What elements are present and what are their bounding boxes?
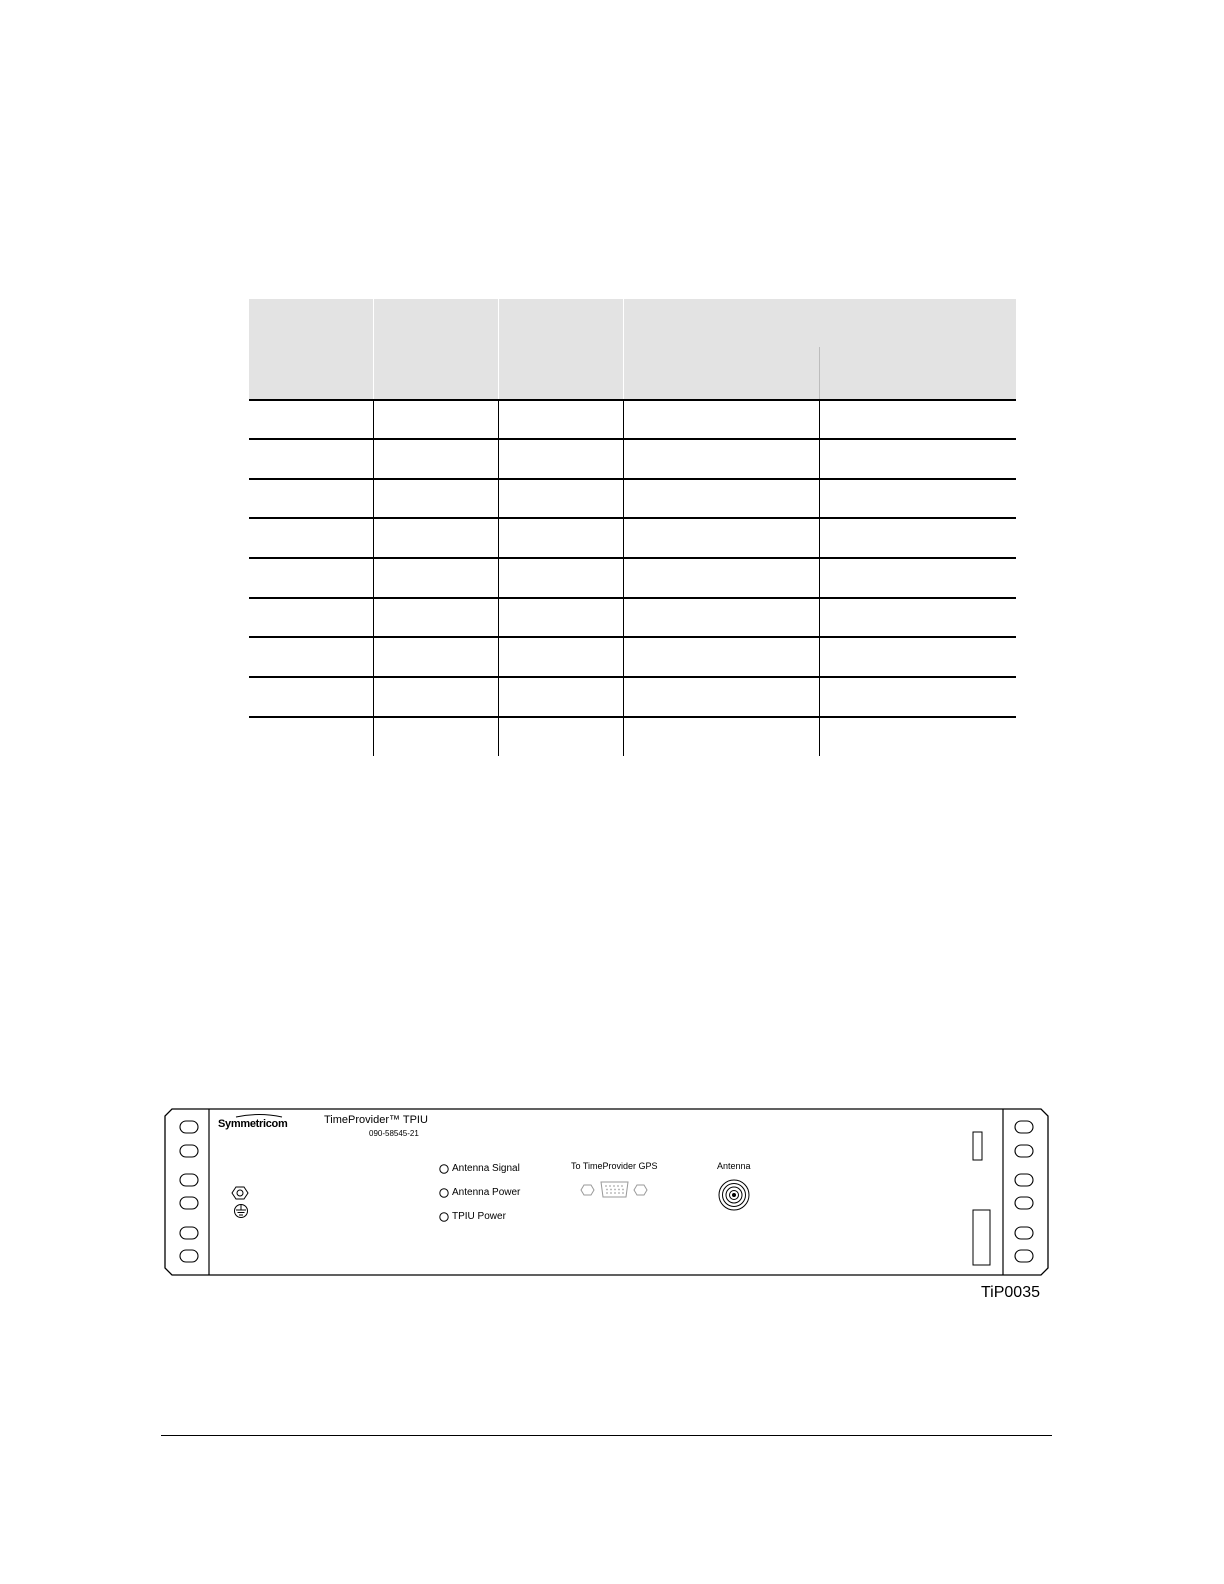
led-label-tpiu-power: TPIU Power [452, 1211, 506, 1222]
antenna-connector-label: Antenna [717, 1161, 751, 1171]
panel-outline [165, 1109, 1048, 1275]
panel-drawing [164, 1108, 1049, 1276]
right-mounting-slots [1015, 1121, 1033, 1262]
mounting-slot [180, 1174, 198, 1186]
mounting-slot [180, 1121, 198, 1133]
header-divider [623, 299, 624, 399]
table-header [249, 299, 1016, 399]
column-divider [373, 399, 374, 756]
led-antenna-power-icon [440, 1189, 448, 1197]
led-label-antenna-power: Antenna Power [452, 1187, 521, 1198]
mounting-slot [180, 1227, 198, 1239]
table-row [249, 716, 1016, 718]
mounting-slot [1015, 1227, 1033, 1239]
table-row [249, 557, 1016, 559]
mounting-slot [180, 1145, 198, 1157]
table-row [249, 438, 1016, 440]
brand-logo: Symmetricom [218, 1118, 288, 1130]
data-table [249, 299, 1016, 756]
table-row [249, 636, 1016, 638]
mounting-slot [1015, 1145, 1033, 1157]
column-divider [819, 399, 820, 756]
ground-symbol-icon [235, 1205, 248, 1218]
led-label-antenna-signal: Antenna Signal [452, 1163, 520, 1174]
right-label-area [973, 1210, 990, 1265]
led-antenna-signal-icon [440, 1165, 448, 1173]
mounting-slot [1015, 1197, 1033, 1209]
tpiu-front-panel [164, 1108, 1049, 1276]
table-row [249, 399, 1016, 401]
left-mounting-slots [180, 1121, 198, 1262]
antenna-connector-icon [719, 1180, 749, 1210]
table-row [249, 676, 1016, 678]
mounting-slot [1015, 1121, 1033, 1133]
led-tpiu-power-icon [440, 1213, 448, 1221]
header-divider [498, 299, 499, 399]
part-number: 090-58545-21 [369, 1129, 419, 1138]
subheader-divider [819, 347, 820, 399]
mounting-slot [1015, 1174, 1033, 1186]
footer-rule [161, 1435, 1052, 1436]
brand-swoosh-icon [236, 1115, 282, 1118]
gps-connector-label: To TimeProvider GPS [571, 1161, 658, 1171]
table-row [249, 478, 1016, 480]
mounting-slot [180, 1250, 198, 1262]
mounting-slot [1015, 1250, 1033, 1262]
figure-id: TiP0035 [981, 1284, 1040, 1301]
right-indicator-slot [973, 1132, 982, 1160]
table-row [249, 517, 1016, 519]
ground-stud-icon [232, 1187, 248, 1199]
header-divider [373, 299, 374, 399]
column-divider [498, 399, 499, 756]
column-divider [623, 399, 624, 756]
product-name: TimeProvider™ TPIU [324, 1114, 428, 1126]
mounting-slot [180, 1197, 198, 1209]
db-connector-icon [581, 1182, 647, 1197]
table-row [249, 597, 1016, 599]
